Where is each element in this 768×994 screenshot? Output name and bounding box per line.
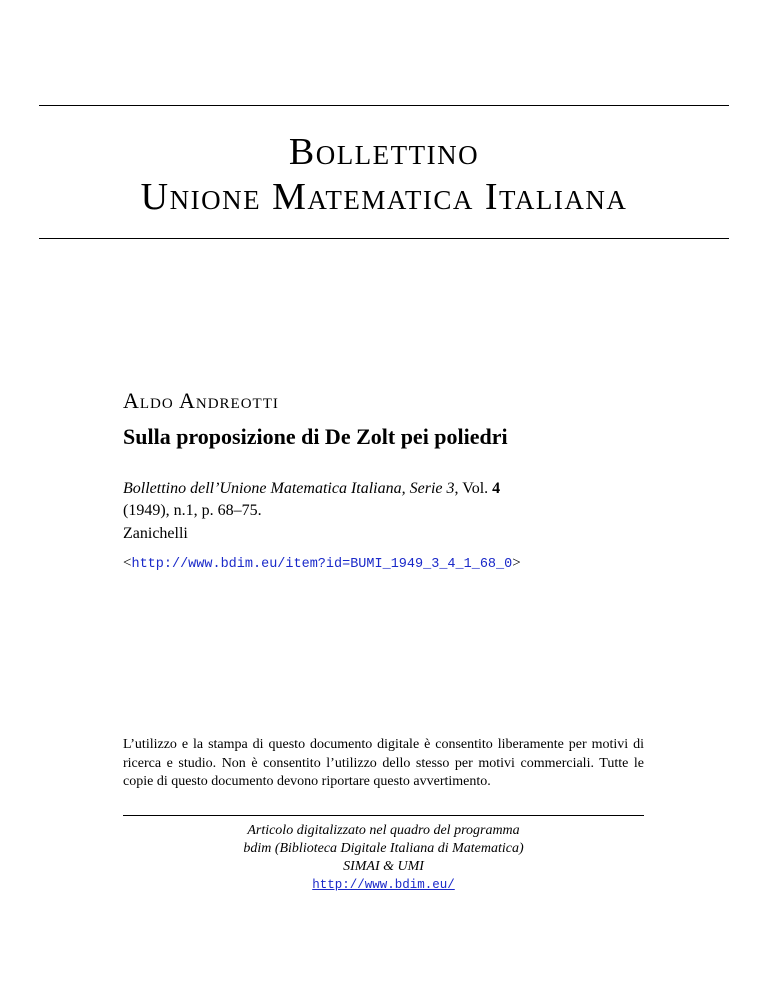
footer-rule (123, 815, 644, 816)
footer-link[interactable]: http://www.bdim.eu/ (312, 878, 455, 892)
footer-line-3: SIMAI & UMI (343, 859, 424, 874)
citation (123, 478, 653, 522)
journal-title (0, 130, 768, 220)
journal-title-line-1: Bollettino (288, 131, 480, 173)
citation-details: (1949), n.1, p. 68–75. (123, 502, 262, 519)
author-name: Aldo Andreotti (123, 388, 279, 413)
article-url-link[interactable]: http://www.bdim.eu/item?id=BUMI_1949_3_4_1_68_0 (131, 557, 513, 572)
url-open-bracket: < (123, 555, 132, 571)
citation-vol-label: , Vol. (454, 480, 493, 497)
publisher: Zanichelli (123, 525, 188, 542)
footer-line-1: Articolo digitalizzato nel quadro del programma (247, 823, 520, 838)
article-title: Sulla proposizione di De Zolt pei poliedri (123, 424, 508, 449)
header-bottom-rule (39, 238, 729, 239)
footer (123, 822, 644, 894)
article-url-line (123, 555, 521, 572)
journal-title-line-2: Unione Matematica Italiana (140, 176, 628, 218)
usage-notice: L’utilizzo e la stampa di questo documento digitale è consentito liberamente per motivi di ricerca e studio. Non è consentito l’utilizzo dello stesso per motivi commerciali. Tutte le copie di questo documento devono riportare questo avvertimento. (123, 737, 644, 789)
citation-volume: 4 (492, 480, 501, 497)
url-close-bracket: > (512, 555, 521, 571)
citation-journal: Bollettino dell’Unione Matematica Italiana, Serie 3 (123, 480, 455, 497)
top-rule (39, 105, 729, 106)
footer-line-2: bdim (Biblioteca Digitale Italiana di Matematica) (243, 841, 524, 856)
